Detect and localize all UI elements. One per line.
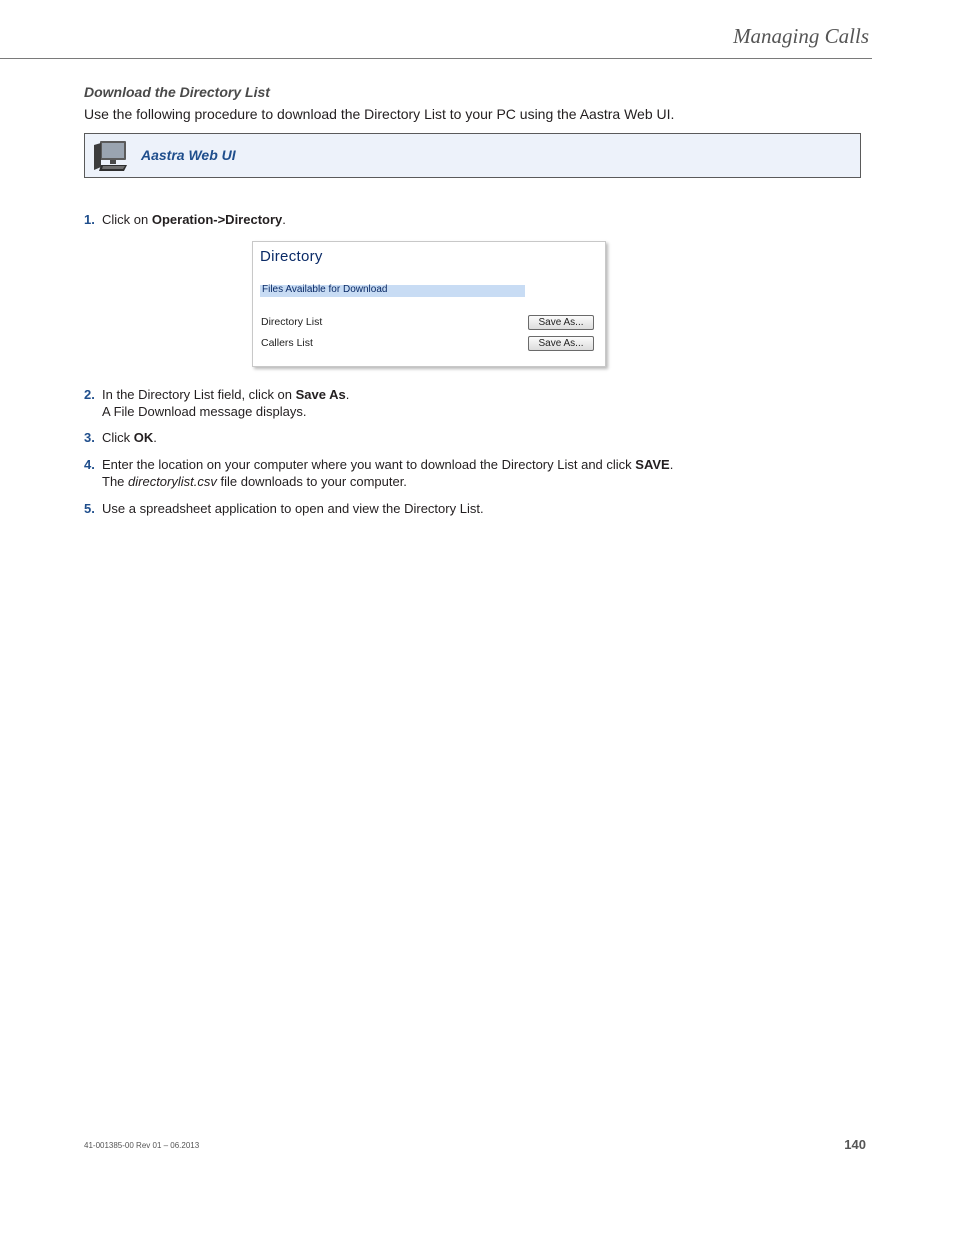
step-text-post: .	[345, 387, 350, 402]
directory-list-label: Directory List	[261, 316, 323, 328]
step-text-bold: Operation->Directory	[151, 212, 283, 227]
step-text	[102, 456, 673, 490]
callers-list-label: Callers List	[261, 337, 313, 349]
panel-section-bar-label: Files Available for Download	[262, 284, 388, 295]
step-text-post: .	[282, 212, 286, 227]
step-number: 1.	[84, 212, 95, 227]
footer-page-number: 140	[844, 1137, 866, 1152]
intro-paragraph: Use the following procedure to download the Directory List to your PC using the Aastra Web UI.	[84, 106, 675, 122]
callout-label: Aastra Web UI	[141, 147, 236, 163]
step-subtext: A File Download message displays.	[102, 404, 307, 419]
step-text: Use a spreadsheet application to open and view the Directory List.	[102, 501, 484, 516]
filename: directorylist.csv	[128, 474, 217, 489]
page-header-title: Managing Calls	[733, 24, 869, 48]
step-subtext-post: file downloads to your computer.	[216, 474, 407, 489]
step-number: 3.	[84, 430, 95, 445]
footer-document-id: 41-001385-00 Rev 01 – 06.2013	[84, 1141, 200, 1150]
step-number: 2.	[84, 387, 95, 402]
step-text-bold: Save As	[295, 387, 346, 402]
step-text-pre: Click	[102, 430, 134, 445]
header-divider	[0, 58, 872, 59]
step-text	[102, 429, 157, 446]
step-subtext	[102, 473, 673, 490]
panel-title: Directory	[260, 248, 323, 265]
step-number: 5.	[84, 501, 95, 516]
step-text-pre: Enter the location on your computer where you want to download the Directory List and click	[102, 457, 636, 472]
step-text-bold: SAVE	[635, 457, 670, 472]
step-subtext-pre: The	[102, 474, 129, 489]
step-text	[102, 386, 349, 420]
step-text-post: .	[669, 457, 674, 472]
step-text-post: .	[153, 430, 157, 445]
step-text-pre: In the Directory List field, click on	[102, 387, 296, 402]
step-text-bold: OK	[133, 430, 154, 445]
directory-list-save-as-button[interactable]: Save As...	[528, 315, 594, 330]
computer-icon	[91, 139, 129, 173]
step-number: 4.	[84, 457, 95, 472]
callers-list-save-as-button[interactable]: Save As...	[528, 336, 594, 351]
directory-panel	[252, 241, 606, 367]
section-heading: Download the Directory List	[84, 84, 270, 100]
step-text-pre: Click on	[102, 212, 152, 227]
aastra-web-ui-callout	[84, 133, 861, 178]
step-text	[102, 211, 286, 228]
panel-section-bar	[260, 285, 525, 297]
